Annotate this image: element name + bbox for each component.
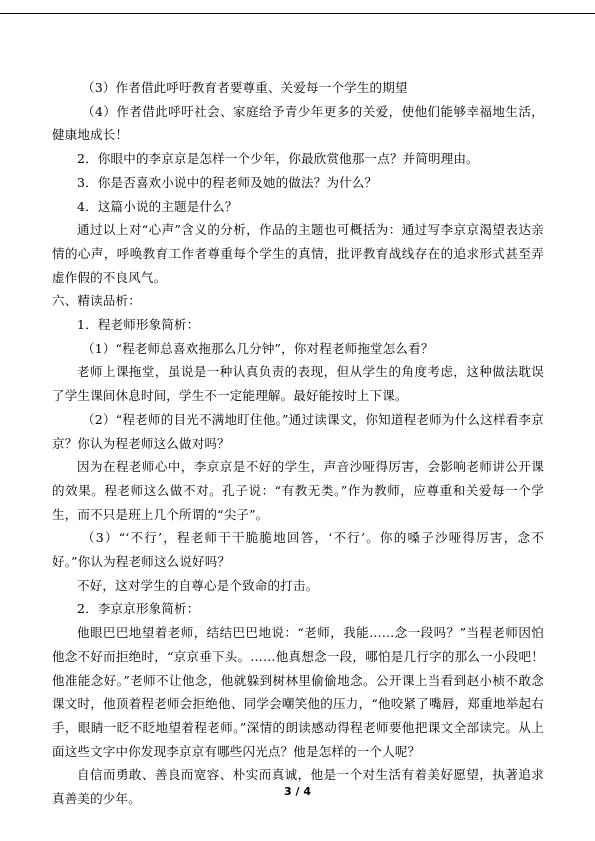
paragraph: 六、精读品析： — [52, 293, 141, 309]
paragraph: 3．你是否喜欢小说中的程老师及她的做法？为什么？ — [77, 174, 378, 190]
paragraph: 2．你眼中的李京京是怎样一个少年，你最欣赏他那一点？并简明理由。 — [77, 151, 479, 167]
paragraph: 通过以上对“心声”含义的分析，作品的主题也可概括为：通过写李京京渴望表达亲情的心声，呼唤教育工作者尊重每个学生的真情，批评教育战线存在的追求形式甚至弄虚作假的不良风气。 — [52, 222, 544, 285]
paragraph: 老师上课拖堂，虽说是一种认真负责的表现，但从学生的角度考虑，这种做法耽误了学生课间休息时间，学生不一定能理解。最好能按时上下课。 — [52, 364, 544, 404]
paragraph: （2）“程老师的目光不满地盯住他。”通过读课文，你知道程老师为什么这样看李京京？你认为程老师这么做对吗？ — [52, 411, 544, 451]
paragraph: （3）“‘不行’，程老师干干脆脆地回答，‘不行’。你的嗓子沙哑得厉害，念不好。”你认为程老师这么说好吗？ — [52, 530, 544, 570]
paragraph: 因为在程老师心中，李京京是不好的学生，声音沙哑得厉害，会影响老师讲公开课的效果。程老师这么做不对。孔子说：“有教无类。”作为教师，应尊重和关爱每一个学生，而不只是班上几个所谓的“尖子”。 — [52, 459, 544, 522]
paragraph: 4．这篇小说的主题是什么？ — [77, 198, 238, 214]
paragraph: （4）作者借此呼吁社会、家庭给予青少年更多的关爱，使他们能够幸福地生活，健康地成长！ — [52, 103, 544, 143]
paragraph: 2．李京京形象简析： — [77, 601, 200, 617]
paragraph: 1．程老师形象简析： — [77, 317, 200, 333]
paragraph: 自信而勇敢、善良而宽容、朴实而真诚，他是一个对生活有着美好愿望，执著追求真善美的少年。 — [52, 767, 544, 807]
header-rule — [0, 13, 595, 14]
paragraph: （1）“程老师总喜欢拖那么几分钟”，你对程老师拖堂怎么看？ — [82, 340, 434, 356]
document-body — [52, 76, 544, 811]
paragraph: 不好，这对学生的自尊心是个致命的打击。 — [77, 577, 319, 593]
paragraph: 他眼巴巴地望着老师，结结巴巴地说：“老师，我能……念一段吗？”当程老师因怕他念不好而拒绝时，“京京垂下头。……他真想念一段，哪怕是几行字的那么一小段吧！他准能念好。”老师不让他念，他就躲到树林里偷偷地念。公开课上当看到赵小桢不敢念课文时，他顶着程老师会拒绝他、同学会嘲笑他的压力，“他咬紧了嘴唇，郑重地举起右手，眼睛一眨不眨地望着程老师。”深情的朗读感动得程老师要他把课文全部读完。从上面这些文字中你发现李京京有哪些闪光点？他是怎样的一个人呢？ — [52, 625, 544, 759]
paragraph: （3）作者借此呼吁教育者要尊重、关爱每一个学生的期望 — [82, 80, 408, 95]
page-number: 3 / 4 — [284, 785, 311, 798]
